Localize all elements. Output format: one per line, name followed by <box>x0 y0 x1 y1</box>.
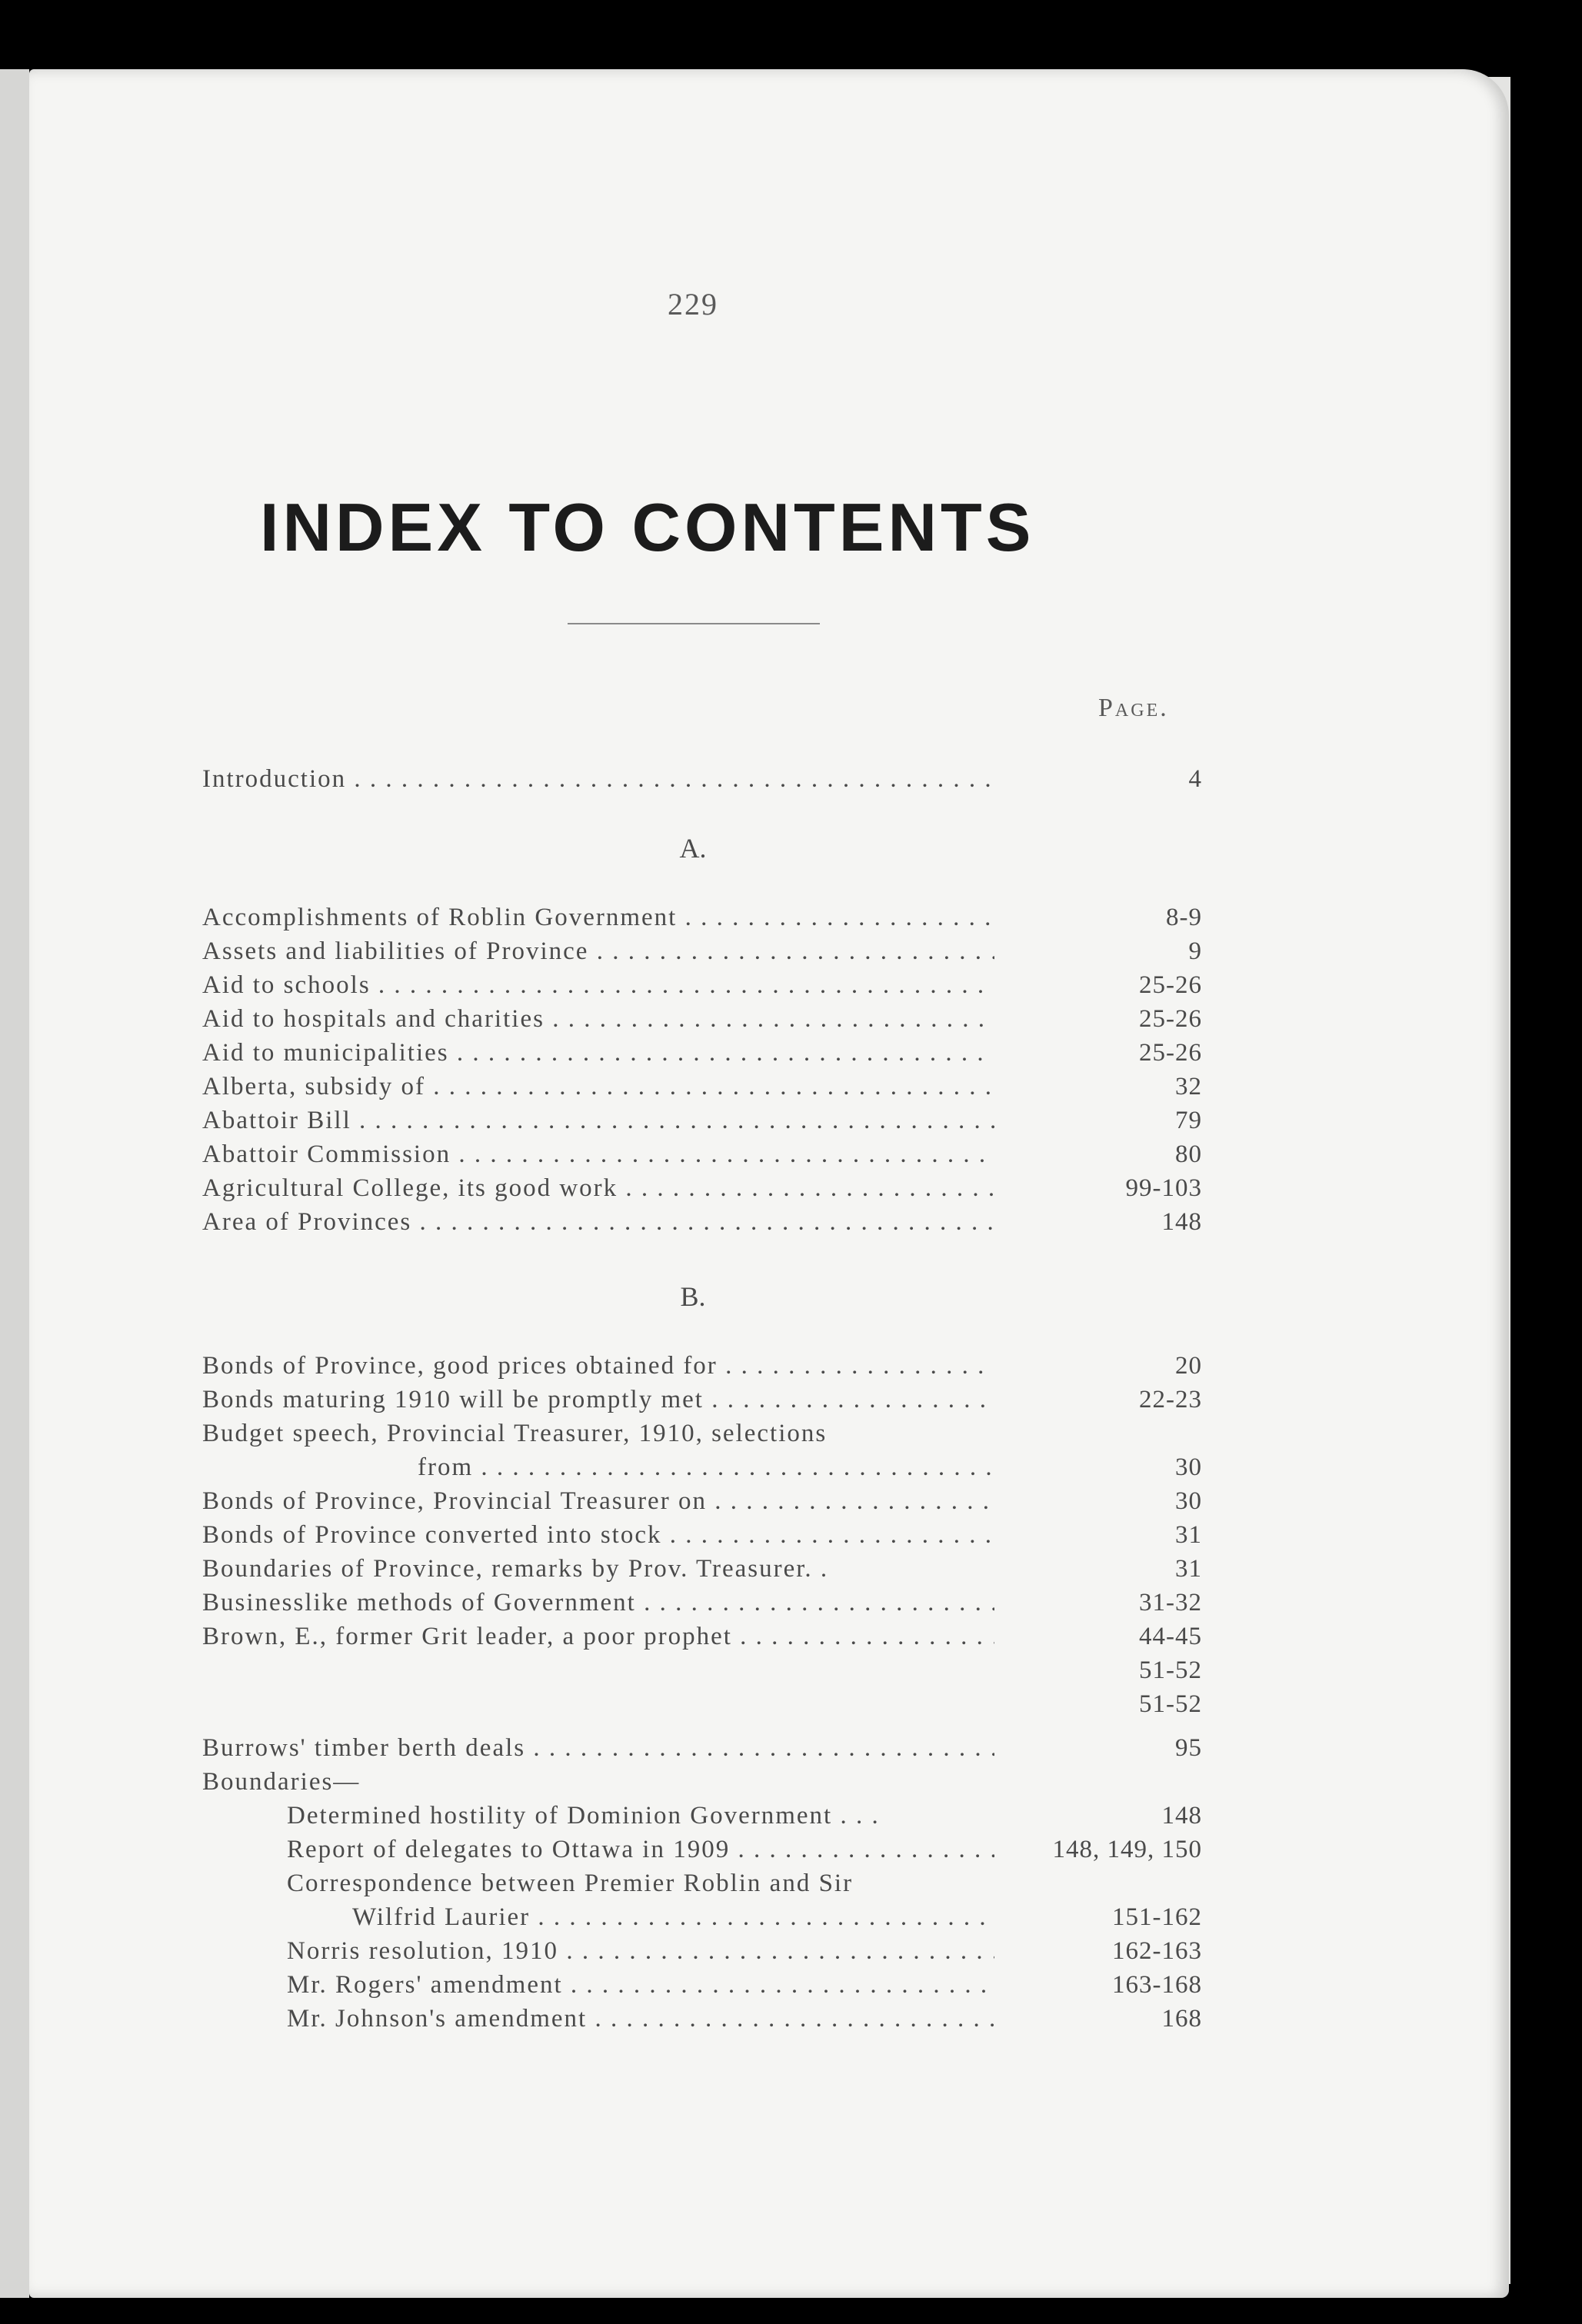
entry-page: 148 <box>1161 1208 1202 1236</box>
index-entry <box>202 1623 1202 1658</box>
entry-page: 51-52 <box>1139 1690 1202 1718</box>
adjacent-page-edge <box>0 69 29 2298</box>
title-divider <box>568 623 820 624</box>
entry-text: Correspondence between Premier Roblin and Sir <box>287 1870 854 1897</box>
index-entry <box>202 904 1202 939</box>
entry-text: Abattoir Commission . . . <box>202 1140 994 1169</box>
index-entry <box>202 1073 1202 1108</box>
entry-page: 30 <box>1175 1453 1202 1481</box>
page-column-header: Page. <box>1098 694 1169 722</box>
entry-page: 20 <box>1175 1352 1202 1380</box>
entry-text: Budget speech, Provincial Treasurer, 1910, selections <box>202 1420 828 1447</box>
index-entry <box>202 1140 1202 1176</box>
entry-text: from . . . <box>418 1453 994 1482</box>
entry-text: Bonds maturing 1910 will be promptly met . . . <box>202 1386 994 1414</box>
index-entry-ditto <box>202 1656 1202 1692</box>
index-entry-introduction <box>202 765 1202 801</box>
index-entry <box>202 1487 1202 1523</box>
entry-page: 30 <box>1175 1487 1202 1515</box>
entry-text: Abattoir Bill . . . <box>202 1107 994 1135</box>
index-entry <box>202 1107 1202 1142</box>
entry-page: 148 <box>1161 1802 1202 1830</box>
entry-text: Boundaries— <box>202 1768 361 1796</box>
index-entry <box>202 1734 1202 1770</box>
index-entry <box>202 1174 1202 1210</box>
entry-text: Area of Provinces . . . <box>202 1208 994 1237</box>
index-entry <box>202 1521 1202 1557</box>
index-entry <box>202 1039 1202 1074</box>
entry-page: 9 <box>1188 937 1202 965</box>
entry-page: 99-103 <box>1125 1174 1202 1202</box>
page-title: INDEX TO CONTENTS <box>260 489 1035 565</box>
entry-text: Burrows' timber berth deals . . . <box>202 1734 994 1763</box>
entry-text: Bonds of Province, Provincial Treasurer on . . . <box>202 1487 994 1516</box>
entry-text: Bonds of Province converted into stock . . . <box>202 1521 994 1550</box>
section-letter-a: A. <box>679 833 707 864</box>
index-subentry <box>202 1836 1202 1871</box>
entry-page: 51-52 <box>1139 1656 1202 1684</box>
entry-page: 151-162 <box>1112 1903 1202 1931</box>
entry-page: 79 <box>1175 1107 1202 1134</box>
entry-text: Boundaries of Province, remarks by Prov. Treasurer. . <box>202 1555 829 1583</box>
index-entry <box>202 1420 1202 1455</box>
entry-text: Brown, E., former Grit leader, a poor prophet . . . <box>202 1623 994 1651</box>
index-subentry <box>202 2005 1202 2040</box>
index-subentry <box>202 1802 1202 1837</box>
entry-text: Aid to municipalities . . . <box>202 1039 994 1067</box>
entry-text: Businesslike methods of Government . . . <box>202 1589 994 1617</box>
entry-text: Accomplishments of Roblin Government . . . <box>202 904 994 932</box>
index-subentry-continuation <box>202 1903 1202 1939</box>
index-entry <box>202 1589 1202 1624</box>
entry-text: Assets and liabilities of Province . . . <box>202 937 994 966</box>
entry-page: 8-9 <box>1166 904 1202 931</box>
entry-text: Report of delegates to Ottawa in 1909 . . . <box>287 1836 994 1864</box>
page-number: 229 <box>668 287 718 321</box>
entry-page: 25-26 <box>1139 971 1202 999</box>
entry-page: 31-32 <box>1139 1589 1202 1616</box>
entry-page: 80 <box>1175 1140 1202 1168</box>
section-letter-b: B. <box>680 1281 706 1312</box>
entry-text: Norris resolution, 1910 . . . <box>287 1937 994 1966</box>
entry-text: Aid to schools . . . <box>202 971 994 1000</box>
index-subentry <box>202 1870 1202 1905</box>
entry-page: 25-26 <box>1139 1039 1202 1067</box>
entry-text: Wilfrid Laurier . . . <box>352 1903 994 1932</box>
entry-page: 32 <box>1175 1073 1202 1100</box>
index-entry <box>202 1555 1202 1590</box>
entry-page: 44-45 <box>1139 1623 1202 1650</box>
entry-page: 168 <box>1161 2005 1202 2033</box>
index-entry-ditto <box>202 1690 1202 1726</box>
entry-page: 162-163 <box>1112 1937 1202 1965</box>
entry-text: Agricultural College, its good work . . . <box>202 1174 994 1203</box>
entry-page: 25-26 <box>1139 1005 1202 1033</box>
index-entry <box>202 1005 1202 1040</box>
entry-text: Introduction . . . <box>202 765 994 794</box>
index-entry <box>202 971 1202 1007</box>
entry-text: Mr. Rogers' amendment . . . <box>287 1971 994 1999</box>
entry-text: Aid to hospitals and charities . . . <box>202 1005 994 1034</box>
index-entry <box>202 1352 1202 1387</box>
index-entry <box>202 1208 1202 1244</box>
index-subentry <box>202 1971 1202 2006</box>
entry-page: 163-168 <box>1112 1971 1202 1999</box>
entry-page: 148, 149, 150 <box>1052 1836 1202 1863</box>
entry-page: 4 <box>1188 765 1202 793</box>
entry-page: 31 <box>1175 1555 1202 1583</box>
index-entry <box>202 1386 1202 1421</box>
index-entry-heading <box>202 1768 1202 1803</box>
entry-text: Alberta, subsidy of . . . <box>202 1073 994 1101</box>
index-entry-continuation <box>202 1453 1202 1489</box>
entry-page: 95 <box>1175 1734 1202 1762</box>
entry-page: 22-23 <box>1139 1386 1202 1413</box>
book-page <box>29 69 1509 2298</box>
entry-text: Bonds of Province, good prices obtained for . . . <box>202 1352 994 1380</box>
entry-text: Determined hostility of Dominion Government . . . <box>287 1802 880 1830</box>
index-subentry <box>202 1937 1202 1973</box>
index-entry <box>202 937 1202 973</box>
entry-text: Mr. Johnson's amendment . . . <box>287 2005 994 2033</box>
entry-page: 31 <box>1175 1521 1202 1549</box>
